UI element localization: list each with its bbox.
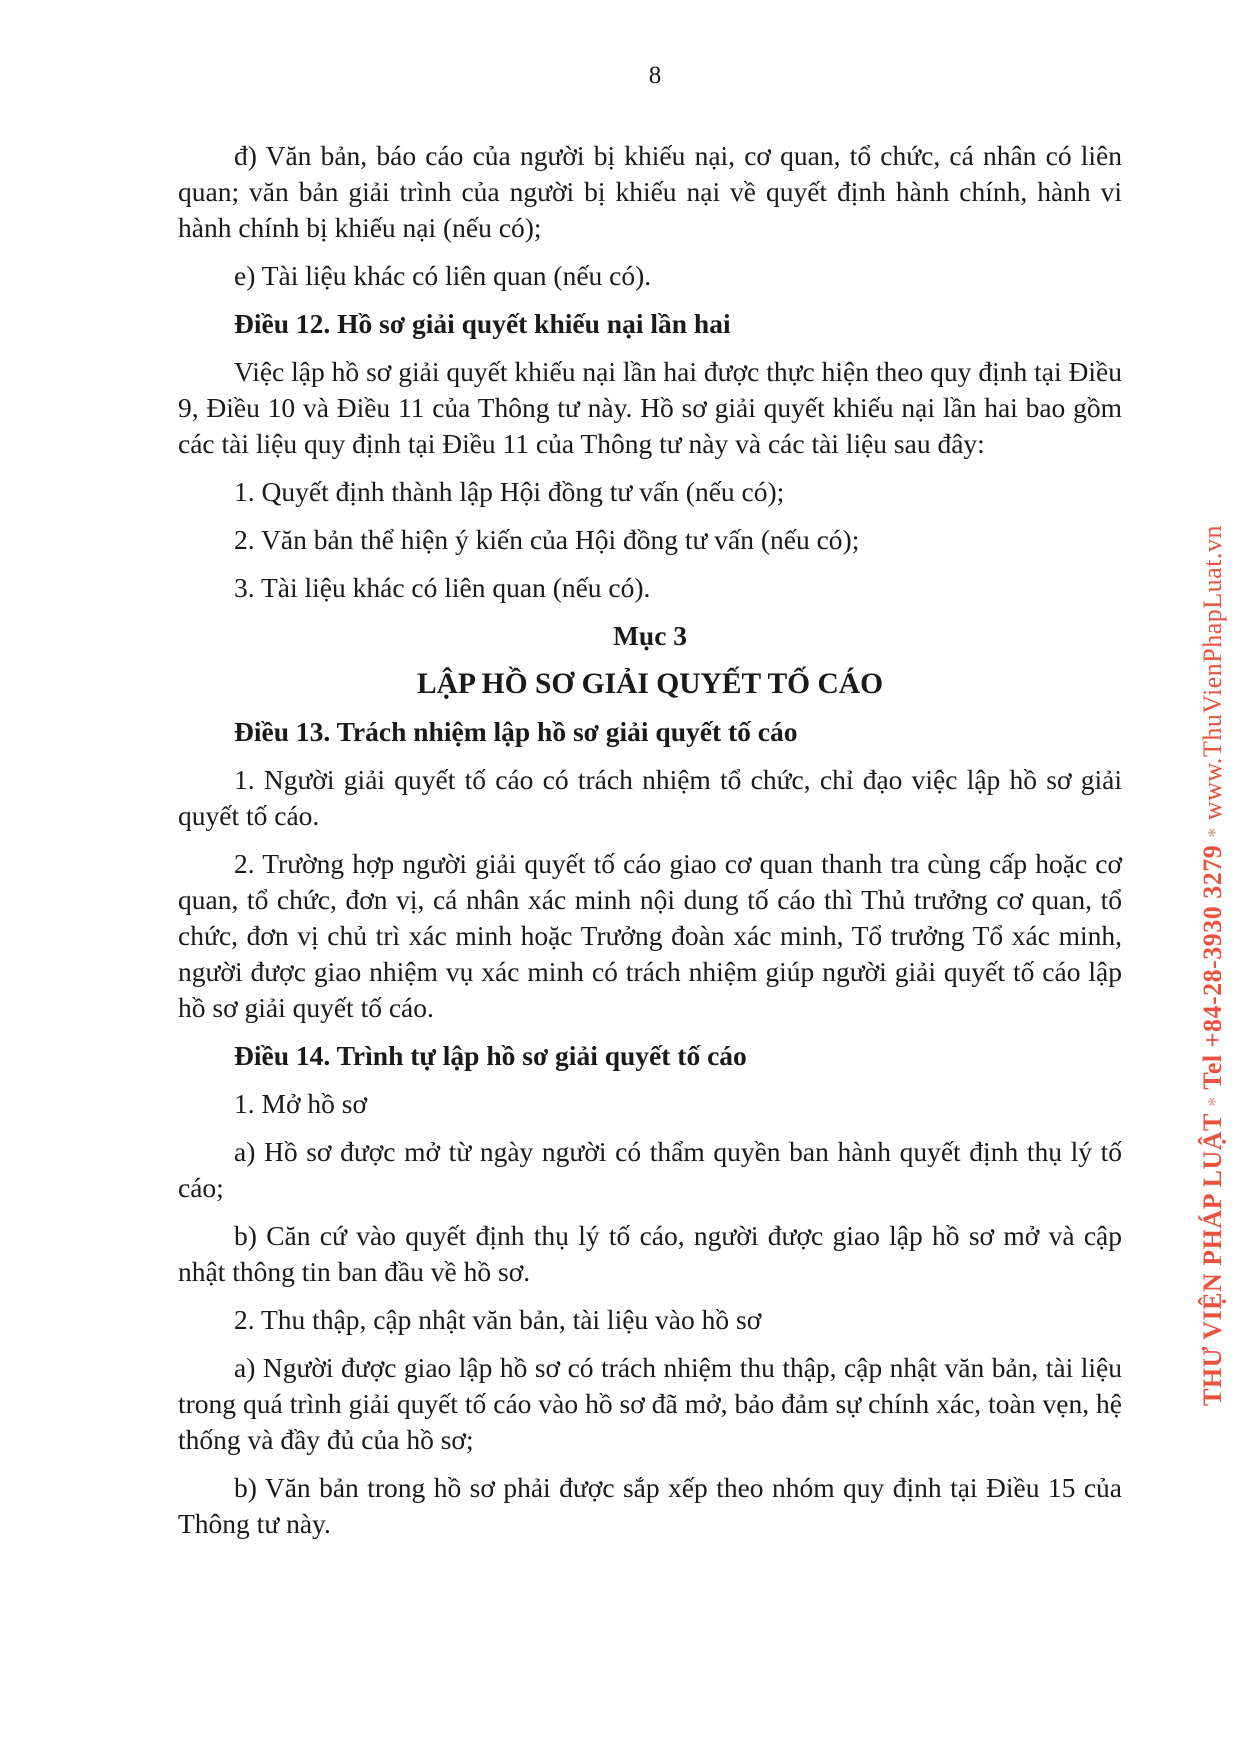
watermark-star-icon: * — [1204, 1096, 1226, 1107]
page-number: 8 — [648, 62, 662, 89]
watermark-star-icon: * — [1204, 827, 1226, 838]
watermark-tel: Tel +84-28-3930 3279 — [1198, 844, 1227, 1090]
article-14-item-2: 2. Thu thập, cập nhật văn bản, tài liệu vào hồ sơ — [234, 1304, 762, 1335]
article-12-intro: Việc lập hồ sơ giải quyết khiếu nại lần hai được thực hiện theo quy định tại Điều 9, Điều 10 và Điều 11 của Thông tư này. Hồ sơ giải quyết khiếu nại lần hai bao gồm các tài liệu quy định tại Điều 11 của Thông tư này và các tài liệu sau đây: — [178, 356, 1122, 459]
watermark — [1198, 525, 1228, 1406]
article-13-item-1: 1. Người giải quyết tố cáo có trách nhiệm tổ chức, chỉ đạo việc lập hồ sơ giải quyết tố cáo. — [178, 764, 1122, 831]
article-14-item-1: 1. Mở hồ sơ — [234, 1088, 367, 1119]
article-12-heading: Điều 12. Hồ sơ giải quyết khiếu nại lần hai — [234, 308, 731, 339]
paragraph-d: đ) Văn bản, báo cáo của người bị khiếu nại, cơ quan, tổ chức, cá nhân có liên quan; văn bản giải trình của người bị khiếu nại về quyết định hành chính, hành vi hành chính bị khiếu nại (nếu có); — [178, 140, 1122, 243]
article-12-item-2: 2. Văn bản thể hiện ý kiến của Hội đồng tư vấn (nếu có); — [234, 524, 860, 555]
article-14-item-1b: b) Căn cứ vào quyết định thụ lý tố cáo, người được giao lập hồ sơ mở và cập nhật thông tin ban đầu về hồ sơ. — [178, 1220, 1122, 1287]
section-label: Mục 3 — [612, 620, 688, 651]
document-body — [178, 138, 1122, 1554]
paragraph-e: e) Tài liệu khác có liên quan (nếu có). — [234, 260, 652, 291]
article-14-item-2a: a) Người được giao lập hồ sơ có trách nhiệm thu thập, cập nhật văn bản, tài liệu trong quá trình giải quyết tố cáo vào hồ sơ đã mở, bảo đảm sự chính xác, toàn vẹn, hệ thống và đầy đủ của hồ sơ; — [178, 1352, 1122, 1455]
article-12-item-1: 1. Quyết định thành lập Hội đồng tư vấn (nếu có); — [234, 476, 785, 507]
article-12-item-3: 3. Tài liệu khác có liên quan (nếu có). — [234, 572, 651, 603]
watermark-site: www.ThuVienPhapLuat.vn — [1198, 525, 1227, 821]
article-14-item-2b: b) Văn bản trong hồ sơ phải được sắp xếp theo nhóm quy định tại Điều 15 của Thông tư này. — [178, 1472, 1122, 1539]
watermark-brand: THƯ VIỆN PHÁP LUẬT — [1198, 1113, 1227, 1406]
article-13-heading: Điều 13. Trách nhiệm lập hồ sơ giải quyết tố cáo — [234, 716, 798, 747]
section-title: LẬP HỒ SƠ GIẢI QUYẾT TỐ CÁO — [416, 668, 884, 700]
article-13-item-2: 2. Trường hợp người giải quyết tố cáo giao cơ quan thanh tra cùng cấp hoặc cơ quan, tổ chức, đơn vị, cá nhân xác minh nội dung tố cáo thì Thủ trưởng cơ quan, tổ chức, đơn vị chủ trì xác minh hoặc Trưởng đoàn xác minh, Tổ trưởng Tổ xác minh, người được giao nhiệm vụ xác minh có trách nhiệm giúp người giải quyết tố cáo lập hồ sơ giải quyết tố cáo. — [178, 848, 1122, 1023]
article-14-item-1a: a) Hồ sơ được mở từ ngày người có thẩm quyền ban hành quyết định thụ lý tố cáo; — [178, 1136, 1122, 1203]
article-14-heading: Điều 14. Trình tự lập hồ sơ giải quyết tố cáo — [234, 1040, 747, 1071]
